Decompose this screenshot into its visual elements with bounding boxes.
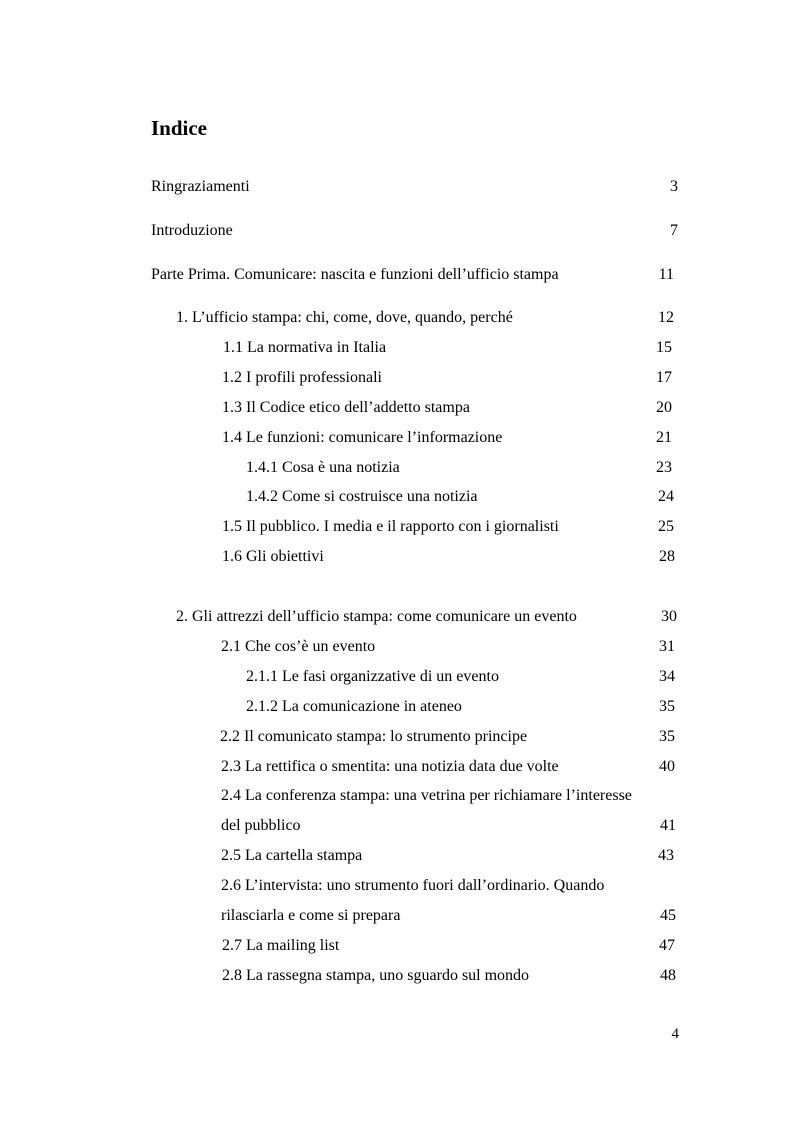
toc-page-1-4-2: 24	[658, 488, 674, 505]
toc-page-2-1: 31	[659, 638, 675, 655]
toc-page-ringraziamenti: 3	[670, 178, 678, 195]
toc-entry-1-5[interactable]: 1.5 Il pubblico. I media e il rapporto con i giornalisti	[222, 518, 559, 535]
toc-entry-chapter-1[interactable]: 1. L’ufficio stampa: chi, come, dove, quando, perché	[176, 309, 513, 326]
toc-page-chapter-2: 30	[661, 608, 677, 625]
toc-page-introduzione: 7	[670, 222, 678, 239]
toc-page-1-4: 21	[656, 429, 672, 446]
toc-entry-1-3[interactable]: 1.3 Il Codice etico dell’addetto stampa	[222, 399, 470, 416]
toc-page-1-6: 28	[659, 548, 675, 565]
toc-entry-parte-prima[interactable]: Parte Prima. Comunicare: nascita e funzioni dell’ufficio stampa	[151, 266, 559, 283]
toc-title: Indice	[151, 116, 208, 140]
toc-page-2-7: 47	[659, 937, 675, 954]
toc-page-1-1: 15	[656, 339, 672, 356]
toc-page-2-5: 43	[658, 847, 674, 864]
toc-entry-2-4[interactable]: 2.4 La conferenza stampa: una vetrina per richiamare l’interesse	[221, 787, 632, 804]
toc-entry-2-8[interactable]: 2.8 La rassegna stampa, uno sguardo sul mondo	[222, 967, 530, 984]
toc-entry-1-4-1[interactable]: 1.4.1 Cosa è una notizia	[246, 459, 400, 476]
toc-entry-2-6[interactable]: 2.6 L’intervista: uno strumento fuori dall’ordinario. Quando	[221, 877, 605, 894]
toc-entry-2-1[interactable]: 2.1 Che cos’è un evento	[221, 638, 376, 655]
toc-entry-ringraziamenti[interactable]: Ringraziamenti	[151, 178, 250, 195]
toc-entry-1-2[interactable]: 1.2 I profili professionali	[222, 369, 382, 386]
toc-entry-1-4-2[interactable]: 1.4.2 Come si costruisce una notizia	[246, 488, 478, 505]
toc-page-2-4: 41	[660, 817, 676, 834]
toc-entry-1-4[interactable]: 1.4 Le funzioni: comunicare l’informazione	[222, 429, 503, 446]
toc-entry-2-7[interactable]: 2.7 La mailing list	[222, 937, 340, 954]
toc-page-2-8: 48	[660, 967, 676, 984]
toc-entry-1-6[interactable]: 1.6 Gli obiettivi	[222, 548, 324, 565]
toc-page-2-3: 40	[659, 758, 675, 775]
toc-page-parte-prima: 11	[658, 266, 674, 283]
page-number: 4	[671, 1026, 679, 1042]
toc-entry-chapter-2[interactable]: 2. Gli attrezzi dell’ufficio stampa: come comunicare un evento	[176, 608, 577, 625]
toc-entry-2-6-cont[interactable]: rilasciarla e come si prepara	[221, 907, 401, 924]
toc-entry-1-1[interactable]: 1.1 La normativa in Italia	[223, 339, 387, 356]
toc-entry-2-3[interactable]: 2.3 La rettifica o smentita: una notizia data due volte	[221, 758, 559, 775]
toc-entry-2-5[interactable]: 2.5 La cartella stampa	[221, 847, 363, 864]
toc-page-1-5: 25	[658, 518, 674, 535]
toc-page-1-4-1: 23	[656, 459, 672, 476]
toc-entry-2-4-cont[interactable]: del pubblico	[221, 817, 301, 834]
toc-page-1-3: 20	[656, 399, 672, 416]
toc-entry-2-1-2[interactable]: 2.1.2 La comunicazione in ateneo	[246, 698, 462, 715]
toc-entry-2-2[interactable]: 2.2 Il comunicato stampa: lo strumento principe	[220, 728, 528, 745]
toc-page-1-2: 17	[656, 369, 672, 386]
toc-page-2-1-1: 34	[659, 668, 675, 685]
toc-page-chapter-1: 12	[658, 309, 674, 326]
toc-entry-2-1-1[interactable]: 2.1.1 Le fasi organizzative di un evento	[246, 668, 499, 685]
toc-page-2-6: 45	[660, 907, 676, 924]
toc-page-2-1-2: 35	[659, 698, 675, 715]
toc-entry-introduzione[interactable]: Introduzione	[151, 222, 233, 239]
toc-page-2-2: 35	[659, 728, 675, 745]
